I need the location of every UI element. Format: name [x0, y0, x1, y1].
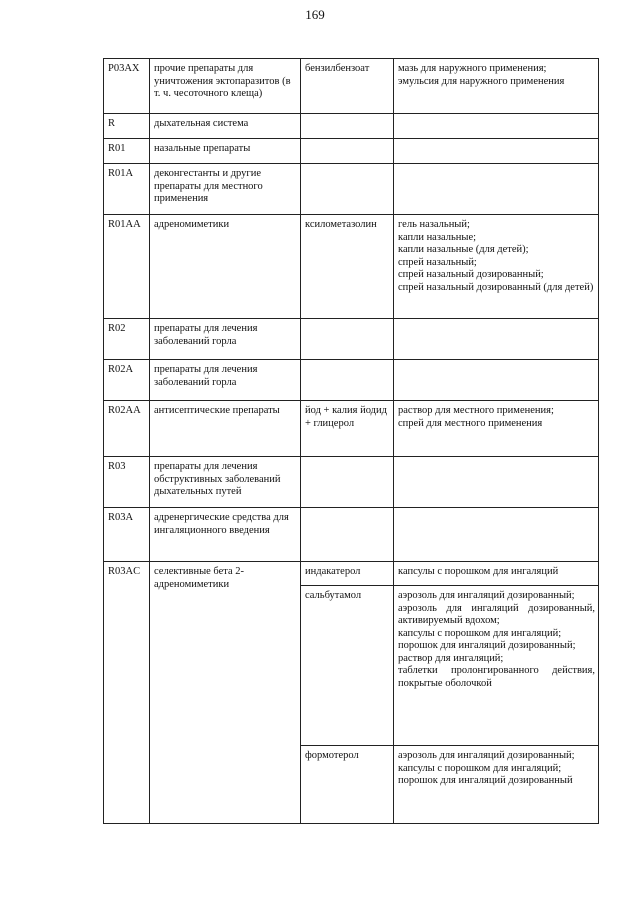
drug-name-cell: [301, 457, 394, 508]
dosage-form-cell: [394, 215, 599, 319]
dosage-form-item: эмульсия для наружного применения: [398, 75, 565, 87]
dosage-form-cell: [394, 457, 599, 508]
dosage-form-cell: [394, 586, 599, 746]
dosage-form-cell: [394, 562, 599, 586]
drug-name-cell: [301, 114, 394, 139]
drug-name-cell: [301, 360, 394, 401]
dosage-form-item: капли назальные (для детей);: [398, 244, 529, 255]
pharmacological-group-cell: препараты для лечения заболеваний горла: [150, 319, 301, 360]
atc-code-cell: R03A: [104, 508, 150, 562]
dosage-form-cell: [394, 401, 599, 457]
table-row: [104, 319, 599, 360]
page-number: 169: [305, 7, 325, 22]
dosage-form-cell: [394, 59, 599, 114]
table-row: [104, 114, 599, 139]
atc-code-cell: R01: [104, 139, 150, 164]
table-row: [104, 360, 599, 401]
dosage-form-item: мазь для наружного применения;: [398, 63, 547, 74]
dosage-form-item: капли назальные;: [398, 231, 477, 243]
atc-code-cell: R02AA: [104, 401, 150, 457]
pharmacological-group-cell: дыхательная система: [150, 114, 301, 139]
dosage-form-item: гель назальный;: [398, 219, 470, 230]
table-row: [104, 457, 599, 508]
table-row: [104, 562, 599, 586]
table-row: [104, 508, 599, 562]
pharmacological-group-cell: препараты для лечения заболеваний горла: [150, 360, 301, 401]
table-row: [104, 215, 599, 319]
dosage-form-item: порошок для ингаляций дозированный;: [398, 640, 576, 651]
dosage-form-item: спрей для местного применения: [398, 417, 543, 429]
dosage-form-item: спрей назальный дозированный;: [398, 269, 544, 280]
dosage-form-item: аэрозоль для ингаляций дозированный;: [398, 750, 575, 761]
drug-classification-table: [103, 58, 599, 824]
pharmacological-group-cell: селективные бета 2-адреномиметики: [150, 562, 301, 824]
dosage-form-item: аэрозоль для ингаляций дозированный;: [398, 590, 575, 601]
atc-code-cell: R: [104, 114, 150, 139]
atc-code-cell: R02A: [104, 360, 150, 401]
drug-name-cell: бензилбензоат: [301, 59, 394, 114]
drug-name-cell: [301, 319, 394, 360]
dosage-form-cell: [394, 319, 599, 360]
dosage-form-item: капсулы с порошком для ингаляций: [398, 566, 559, 577]
pharmacological-group-cell: назальные препараты: [150, 139, 301, 164]
pharmacological-group-cell: прочие препараты для уничтожения эктопаразитов (в т. ч. чесоточного клеща): [150, 59, 301, 114]
drug-name-cell: йод + калия йодид + глицерол: [301, 401, 394, 457]
drug-name-cell: [301, 164, 394, 215]
dosage-form-cell: [394, 360, 599, 401]
dosage-form-item: раствор для местного применения;: [398, 405, 554, 416]
table-row: [104, 59, 599, 114]
table-row: [104, 139, 599, 164]
dosage-form-cell: [394, 164, 599, 215]
dosage-form-item: раствор для ингаляций;: [398, 652, 504, 664]
atc-code-cell: P03AX: [104, 59, 150, 114]
atc-code-cell: R01A: [104, 164, 150, 215]
dosage-form-item: капсулы с порошком для ингаляций;: [398, 627, 562, 639]
dosage-form-cell: [394, 508, 599, 562]
dosage-form-item: капсулы с порошком для ингаляций;: [398, 762, 562, 774]
drug-name-cell: [301, 139, 394, 164]
atc-code-cell: R01AA: [104, 215, 150, 319]
dosage-form-item: таблетки пролонгированного действия, покрытые оболочкой: [398, 665, 595, 689]
drug-name-cell: ксилометазолин: [301, 215, 394, 319]
drug-name-cell: индакатерол: [301, 562, 394, 586]
dosage-form-cell: [394, 114, 599, 139]
dosage-form-item: аэрозоль для ингаляций дозированный, активируемый вдохом;: [398, 602, 595, 626]
pharmacological-group-cell: антисептические препараты: [150, 401, 301, 457]
drug-name-cell: формотерол: [301, 746, 394, 824]
table-row: [104, 401, 599, 457]
dosage-form-cell: [394, 746, 599, 824]
dosage-form-item: порошок для ингаляций дозированный: [398, 775, 573, 786]
atc-code-cell: R02: [104, 319, 150, 360]
dosage-form-cell: [394, 139, 599, 164]
drug-name-cell: сальбутамол: [301, 586, 394, 746]
dosage-form-item: спрей назальный дозированный (для детей): [398, 281, 594, 293]
pharmacological-group-cell: адреномиметики: [150, 215, 301, 319]
drug-name-cell: [301, 508, 394, 562]
dosage-form-item: спрей назальный;: [398, 256, 477, 268]
atc-code-cell: R03: [104, 457, 150, 508]
pharmacological-group-cell: деконгестанты и другие препараты для местного применения: [150, 164, 301, 215]
atc-code-cell: R03AC: [104, 562, 150, 824]
table-row: [104, 164, 599, 215]
pharmacological-group-cell: адренергические средства для ингаляционного введения: [150, 508, 301, 562]
pharmacological-group-cell: препараты для лечения обструктивных заболеваний дыхательных путей: [150, 457, 301, 508]
